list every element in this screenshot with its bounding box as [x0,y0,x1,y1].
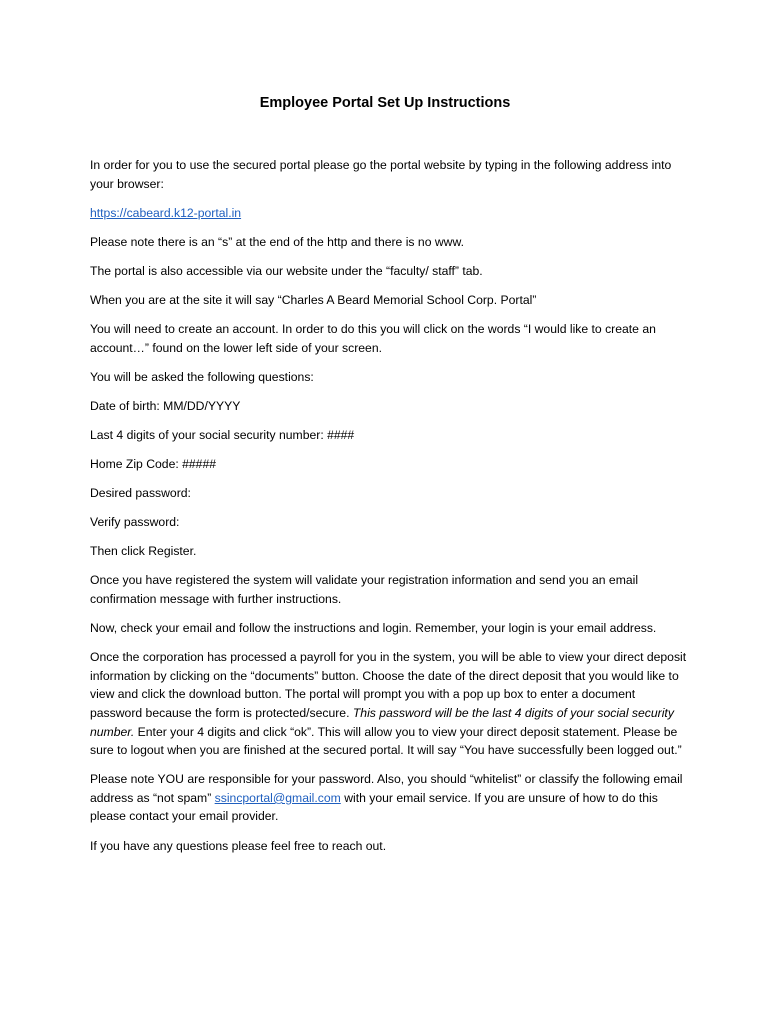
responsibility-paragraph [90,770,690,826]
site-title-paragraph: When you are at the site it will say “Charles A Beard Memorial School Corp. Portal” [90,292,537,307]
closing-paragraph: If you have any questions please feel free to reach out. [90,838,387,853]
page-title: Employee Portal Set Up Instructions [259,95,511,111]
website-tab-paragraph: The portal is also accessible via our website under the “faculty/ staff” tab. [90,263,483,278]
support-email-link[interactable]: ssincportal@gmail.com [214,790,341,805]
payroll-text-part2: Enter your 4 digits and click “ok”. This will allow you to view your direct deposit statement. Please be sure to logout when you are finished at the secured portal. It will say “You have successfully been logged out.” [90,724,682,758]
responsibility-text-part1: Please note YOU are responsible for your password. Also, you should “whitelist” or classify the following email address as “not spam” [90,772,683,805]
https-note-paragraph: Please note there is an “s” at the end of the http and there is no www. [90,234,464,249]
question-verify-password: Verify password: [90,515,180,530]
registered-paragraph: Once you have registered the system will validate your registration information and send you an email confirmation message with further instructions. [90,573,639,606]
create-account-paragraph: You will need to create an account. In order to do this you will click on the words “I would like to create an account…” found on the lower left side of your screen. [90,322,656,355]
payroll-paragraph [90,648,690,760]
question-date-of-birth: Date of birth: MM/DD/YYYY [90,398,241,413]
portal-url-paragraph [90,204,690,223]
document-body [90,156,690,866]
questions-intro-paragraph: You will be asked the following questions: [90,369,314,384]
register-paragraph: Then click Register. [90,544,197,559]
question-zip-code: Home Zip Code: ##### [90,457,217,472]
question-desired-password: Desired password: [90,486,191,501]
password-hint-italic: This password will be the last 4 digits of your social security number. [90,705,674,739]
portal-url-link[interactable]: https://cabeard.k12-portal.in [90,205,242,220]
responsibility-text-part2: with your email service. If you are unsure of how to do this please contact your email provider. [90,790,658,824]
question-ssn: Last 4 digits of your social security number: #### [90,427,355,442]
intro-paragraph: In order for you to use the secured portal please go the portal website by typing in the following address into your browser: [90,158,672,191]
payroll-text-part1: Once the corporation has processed a payroll for you in the system, you will be able to view your direct deposit information by clicking on the “documents” button. Choose the date of the direct deposit that you would like to view and click the download button. The portal will prompt you with a pop up box to enter a document password because the form is protected/secure. [90,650,687,720]
check-email-paragraph: Now, check your email and follow the instructions and login. Remember, your login is your email address. [90,621,657,636]
